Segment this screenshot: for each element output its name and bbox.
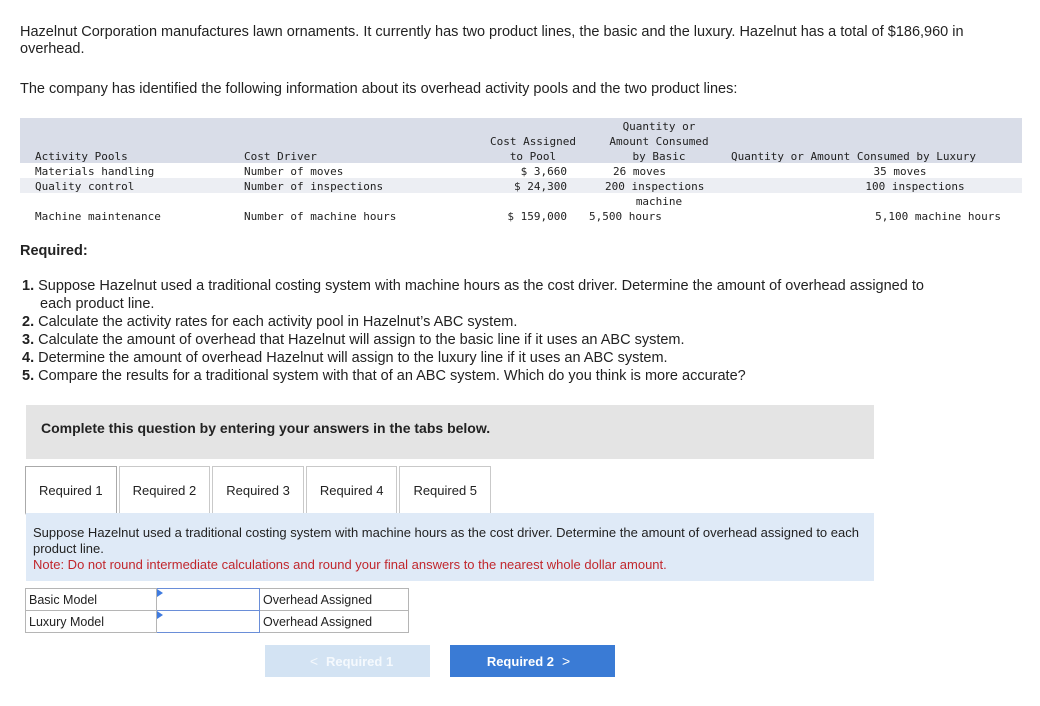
- intro-paragraph: Hazelnut Corporation manufactures lawn ornaments. It currently has two product lines, the basic and the luxury. Hazelnut has a total of $186,960 in overhead.: [20, 24, 964, 57]
- question-text: Suppose Hazelnut used a traditional costing system with machine hours as the cost driver. Determine the amount of overhead assigned to each product line.: [33, 525, 859, 556]
- row-cost: $ 3,660: [520, 165, 567, 178]
- tab-required-4[interactable]: Required 4: [306, 466, 398, 513]
- list-item: 2. Calculate the activity rates for each activity pool in Hazelnut’s ABC system.: [22, 314, 518, 330]
- previous-button[interactable]: [265, 645, 430, 677]
- row-pool: Machine maintenance: [35, 210, 161, 223]
- list-item: 3. Calculate the amount of overhead that Hazelnut will assign to the basic line if it uses an ABC system.: [22, 332, 685, 348]
- header-by-basic: by Basic: [632, 150, 686, 163]
- table-row: [26, 611, 409, 633]
- list-item: 1. Suppose Hazelnut used a traditional costing system with machine hours as the cost driver. Determine the amount of overhead assigned to each product line.: [22, 278, 924, 312]
- header-cost-driver: Cost Driver: [244, 150, 317, 163]
- answer-table: [25, 588, 409, 633]
- intro-paragraph-2: The company has identified the following information about its overhead activity pools and the two product lines:: [20, 81, 738, 97]
- chevron-right-icon: >: [562, 653, 571, 669]
- instructions-text: Complete this question by entering your answers in the tabs below.: [41, 420, 491, 436]
- tab-required-5[interactable]: Required 5: [399, 466, 491, 513]
- header-luxury: Quantity or Amount Consumed by Luxury: [731, 150, 977, 163]
- input-marker-icon: [157, 589, 163, 597]
- list-item: 4. Determine the amount of overhead Hazelnut will assign to the luxury line if it uses an ABC system.: [22, 350, 668, 366]
- activity-table: [20, 118, 1022, 230]
- row-basic: 26 moves: [613, 165, 666, 178]
- row-luxury: 5,100 machine hours: [875, 210, 1001, 223]
- instructions-banner: [26, 405, 874, 459]
- row-luxury: 35 moves: [873, 165, 927, 178]
- previous-button-label: Required 1: [326, 653, 394, 669]
- basic-model-label: Basic Model: [26, 589, 157, 611]
- header-to-pool: to Pool: [509, 150, 557, 163]
- chevron-left-icon: <: [309, 653, 318, 669]
- rounding-note: Note: Do not round intermediate calculations and round your final answers to the nearest whole dollar amount.: [33, 557, 667, 572]
- header-basic-qty: Quantity or: [622, 120, 696, 133]
- tab-required-2[interactable]: Required 2: [119, 466, 211, 513]
- row-cost: $ 159,000: [507, 210, 567, 223]
- header-activity-pools: Activity Pools: [35, 150, 128, 163]
- basic-model-overhead-input[interactable]: [157, 589, 259, 610]
- tab-required-1[interactable]: Required 1: [25, 466, 117, 515]
- row-driver: Number of inspections: [244, 180, 384, 193]
- list-item: 5. Compare the results for a traditional system with that of an ABC system. Which do you think is more accurate?: [22, 368, 746, 384]
- row-luxury: 100 inspections: [865, 180, 965, 193]
- tab-bar: [25, 466, 493, 514]
- input-marker-icon: [157, 611, 163, 619]
- row-basic: machine: [635, 195, 683, 208]
- row-pool: Materials handling: [35, 165, 155, 178]
- luxury-model-overhead-input[interactable]: [157, 611, 259, 632]
- basic-model-unit: Overhead Assigned: [260, 589, 409, 611]
- luxury-model-unit: Overhead Assigned: [260, 611, 409, 633]
- tab-required-3[interactable]: Required 3: [212, 466, 304, 513]
- luxury-model-label: Luxury Model: [26, 611, 157, 633]
- row-cost: $ 24,300: [514, 180, 567, 193]
- table-row: [26, 589, 409, 611]
- row-driver: Number of machine hours: [244, 210, 397, 223]
- luxury-model-input-cell: [157, 611, 260, 633]
- next-button-label: Required 2: [486, 653, 554, 669]
- question-panel: [26, 513, 874, 581]
- row-basic-hours: 5,500 hours: [589, 210, 662, 223]
- row-basic: 200 inspections: [605, 180, 705, 193]
- header-cost-assigned: Cost Assigned: [489, 135, 577, 148]
- required-list: [22, 277, 942, 385]
- next-button[interactable]: [450, 645, 615, 677]
- required-title: Required:: [20, 243, 88, 259]
- row-pool: Quality control: [35, 180, 135, 193]
- row-driver: Number of moves: [244, 165, 344, 178]
- header-basic-amount: Amount Consumed: [609, 135, 709, 148]
- basic-model-input-cell: [157, 589, 260, 611]
